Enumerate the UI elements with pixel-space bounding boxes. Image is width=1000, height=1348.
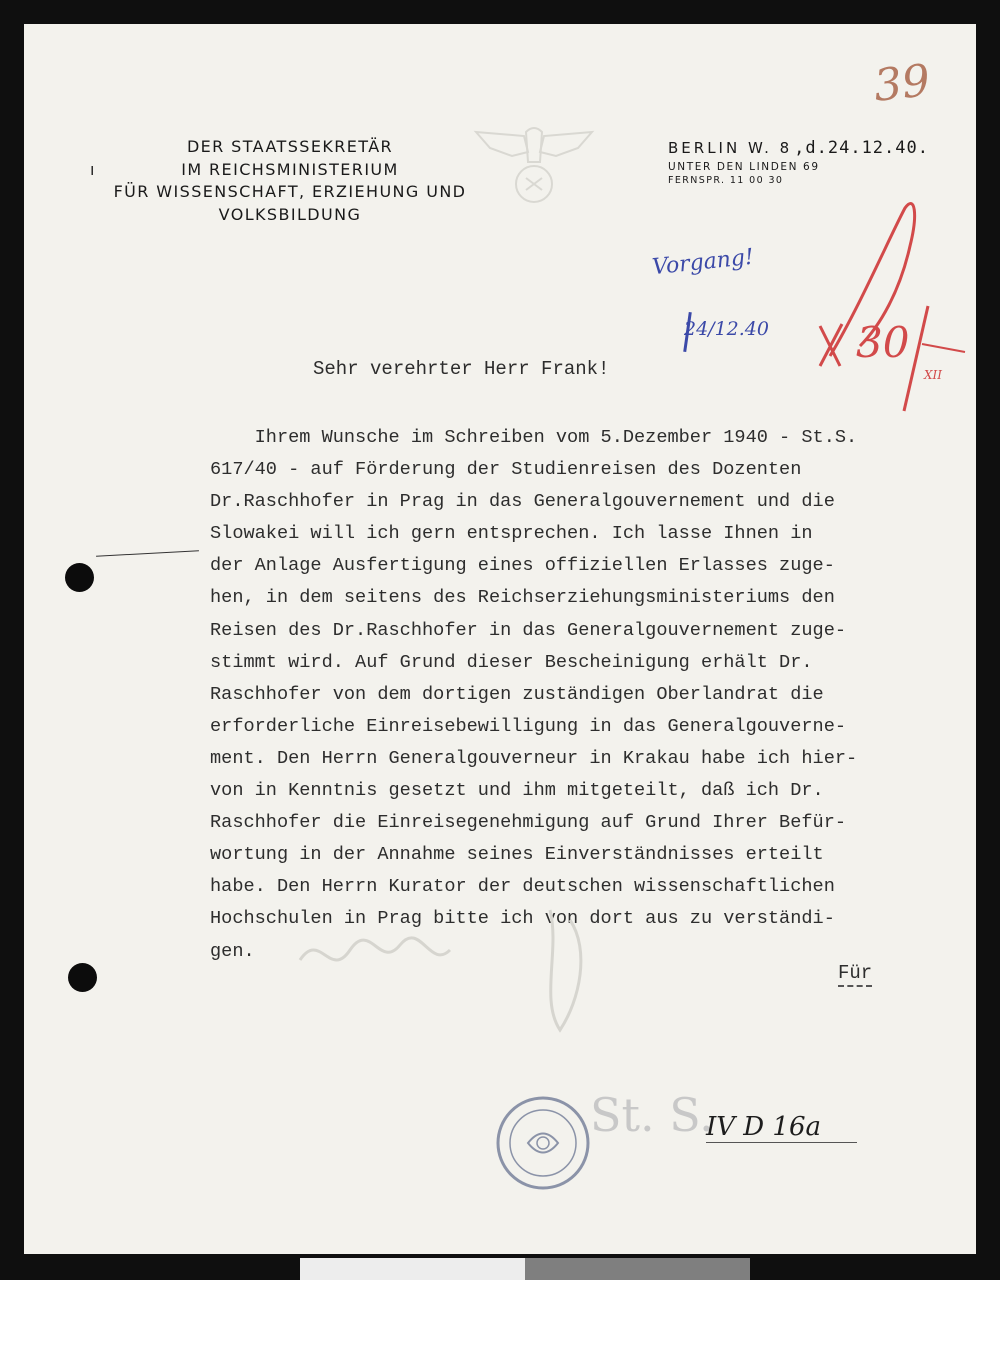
letter-body [210,422,970,968]
letter-body-line: Reisen des Dr.Raschhofer in das Generalgouvernement zuge- [210,619,847,641]
red-pencil-loop [800,196,970,416]
sender-city-line [668,138,929,158]
handwritten-red-month: XII [924,368,943,382]
letter-date: ,d.24.12.40. [794,138,929,158]
letter-body-line: Raschhofer von dem dortigen zuständigen Oberlandrat die [210,683,824,705]
letterhead-line: FÜR WISSENSCHAFT, ERZIEHUNG UND [113,182,467,201]
punch-hole [68,963,97,992]
letterhead-line: DER STAATSSEKRETÄR [186,137,394,156]
handwritten-vorgang-note: Vorgang! [650,244,755,281]
scan-bottom-margin [0,1280,1000,1348]
letter-body-line: der Anlage Ausfertigung eines offiziellen Erlasses zuge- [210,555,835,577]
letter-closing: Für [838,962,872,987]
letter-body-line: erforderliche Einreisebewilligung in das Generalgouverne- [210,715,847,737]
letter-body-line: wortung in der Annahme seines Einverständnisses erteilt [210,844,824,866]
letter-body-line: hen, in dem seitens des Reichserziehungsministeriums den [210,587,835,609]
sender-city: BERLIN W. 8 [668,139,793,157]
letter-salutation: Sehr verehrter Herr Frank! [313,358,610,380]
faint-signature [290,890,650,1040]
letterhead-line: IM REICHSMINISTERIUM [181,159,399,179]
faded-office-stamp: St. S. [590,1088,714,1142]
letter-body-line: Raschhofer die Einreisegenehmigung auf Grund Ihrer Befür- [210,812,847,834]
letter-body-line: Hochschulen in Prag bitte ich von dort aus zu verständi- [210,908,835,930]
letter-body-line: Dr.Raschhofer in Prag in das Generalgouvernement und die [210,491,835,513]
letter-body-line: Slowakei will ich gern entsprechen. Ich lasse Ihnen in [210,523,813,545]
letterhead [70,136,510,226]
letter-body-line: Ihrem Wunsche im Schreiben vom 5.Dezember 1940 - St.S. [210,427,858,448]
sender-address-block [668,138,929,186]
letter-body-line: ment. Den Herrn Generalgouverneur in Krakau habe ich hier- [210,747,858,769]
margin-mark: ı [90,160,95,179]
punch-hole [65,563,94,592]
sender-phone: FERNSPR. 11 00 30 [668,175,784,186]
file-reference-stamp: IV D 16a [706,1112,857,1143]
round-seal-stamp-icon [494,1094,592,1192]
eagle-emblem-icon [472,122,596,206]
letterhead-line: VOLKSBILDUNG [218,204,362,224]
letter-body-line: stimmt wird. Auf Grund dieser Bescheinigung erhält Dr. [210,651,813,673]
handwritten-red-number: 30 [856,318,910,367]
letter-body-line: 617/40 - auf Förderung der Studienreisen des Dozenten [210,459,802,481]
letter-body-line: gen. [210,940,255,962]
letter-body-line: von in Kenntnis gesetzt und ihm mitgeteilt, daß ich Dr. [210,780,824,802]
letter-body-line: habe. Den Herrn Kurator der deutschen wissenschaftlichen [210,876,835,898]
folio-number: 39 [871,55,933,112]
handwritten-received-date: 24/12.40 [684,318,769,340]
sender-street: UNTER DEN LINDEN 69 [668,161,820,173]
scan-calibration-strip-light [300,1258,525,1280]
